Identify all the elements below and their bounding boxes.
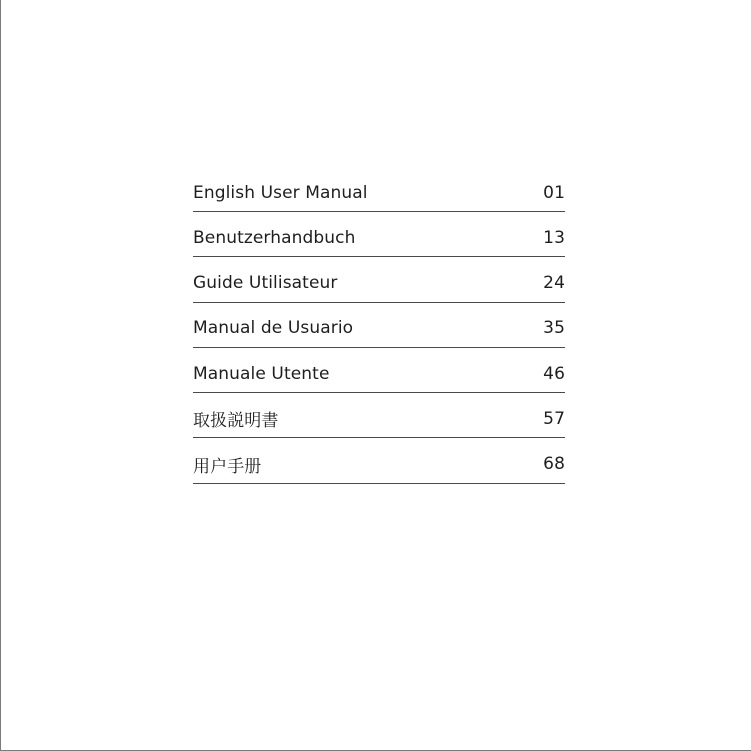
toc-entry-page-number: 46	[543, 363, 565, 384]
toc-entry-page-number: 24	[543, 273, 565, 294]
toc-entry-page-number: 01	[543, 182, 565, 203]
toc-entry-french[interactable]	[193, 259, 565, 303]
toc-entry-title: Guide Utilisateur	[193, 273, 338, 294]
toc-entry-title: Benutzerhandbuch	[193, 227, 356, 248]
toc-entry-italian[interactable]	[193, 349, 565, 393]
toc-entry-title: Manual de Usuario	[193, 318, 354, 339]
toc-entry-page-number: 35	[543, 318, 565, 339]
toc-entry-chinese[interactable]	[193, 440, 565, 484]
toc-entry-page-number: 57	[543, 408, 565, 429]
toc-entry-title: English User Manual	[193, 182, 368, 203]
toc-entry-page-number: 13	[543, 227, 565, 248]
toc-entry-title: Manuale Utente	[193, 363, 330, 384]
toc-entry-title: 用户手册	[193, 456, 262, 477]
toc-entry-german[interactable]	[193, 213, 565, 257]
toc-entry-english[interactable]	[193, 168, 565, 212]
table-of-contents	[193, 168, 565, 484]
toc-entry-page-number: 68	[543, 454, 565, 475]
toc-entry-title: 取扱説明書	[193, 411, 279, 432]
toc-entry-spanish[interactable]	[193, 304, 565, 348]
toc-entry-japanese[interactable]	[193, 394, 565, 438]
